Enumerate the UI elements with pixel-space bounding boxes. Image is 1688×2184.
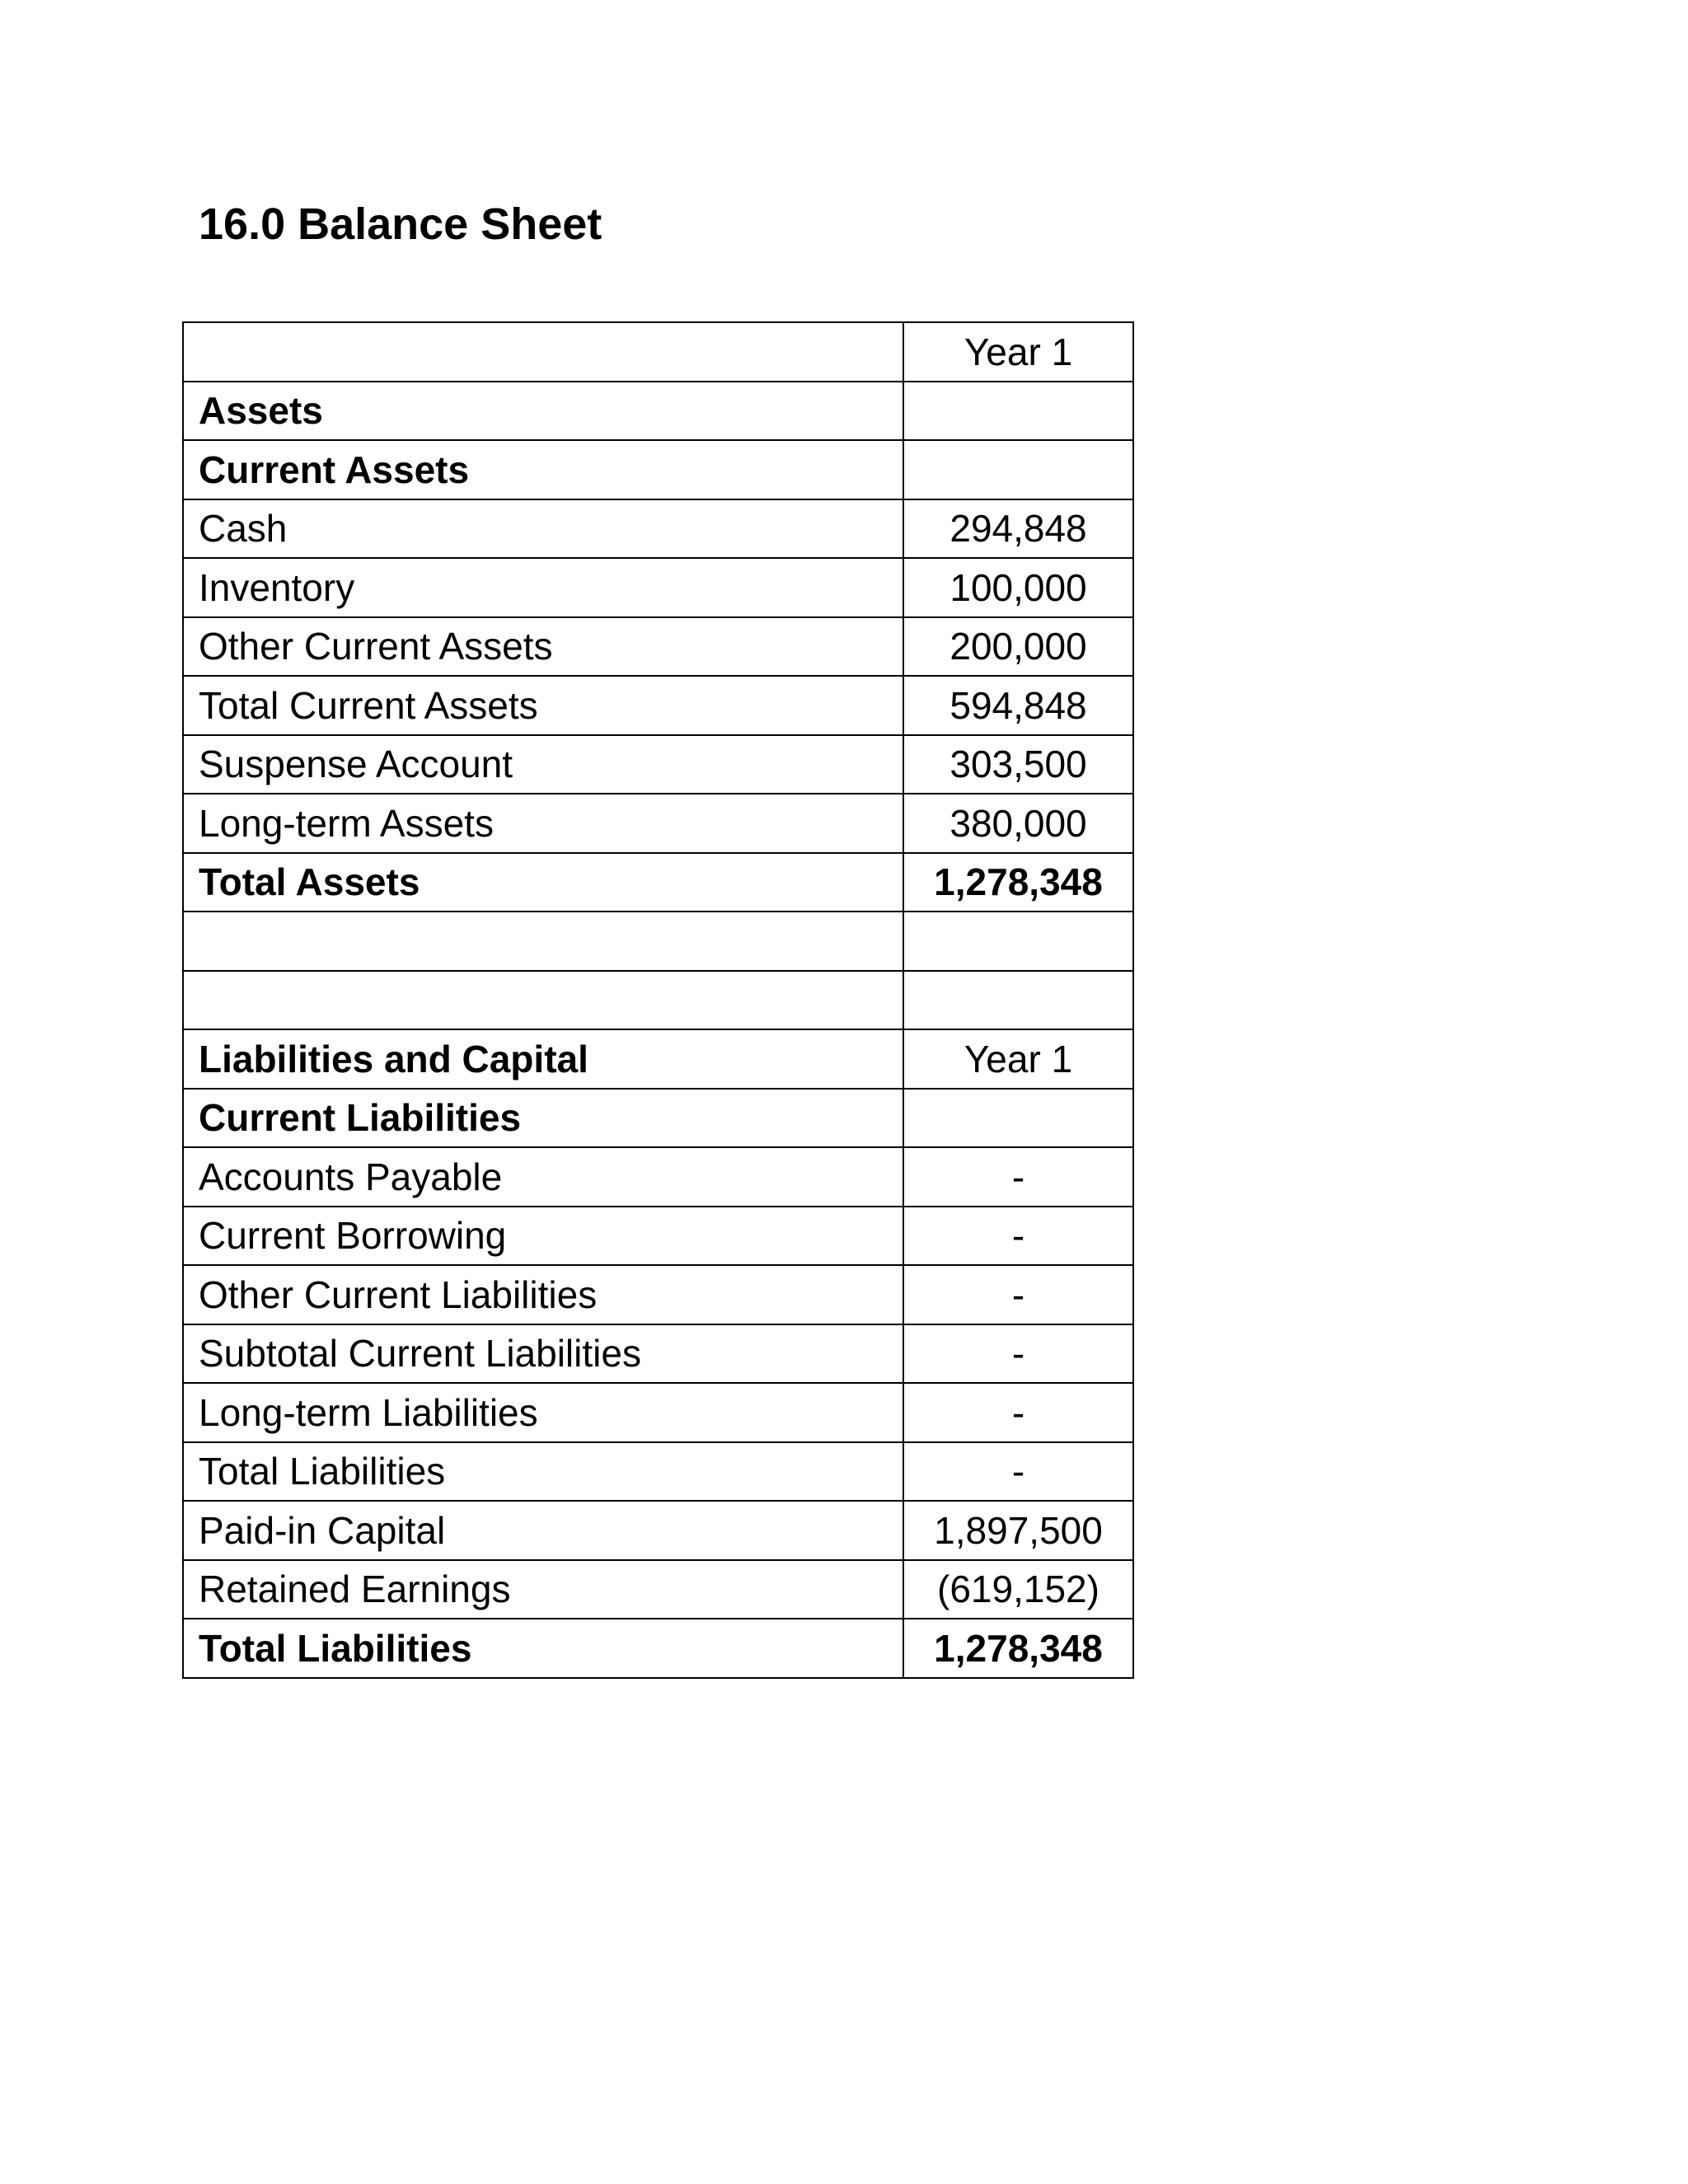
table-row — [183, 971, 1133, 1030]
row-value: - — [903, 1265, 1133, 1324]
row-value: 1,897,500 — [903, 1501, 1133, 1560]
row-value: 380,000 — [903, 794, 1133, 853]
row-label: Other Current Liabilities — [183, 1265, 903, 1324]
row-label — [183, 322, 903, 382]
row-value: Year 1 — [903, 322, 1133, 382]
table-row — [183, 1207, 1133, 1266]
table-row — [183, 1442, 1133, 1502]
row-label: Total Assets — [183, 853, 903, 912]
table-row — [183, 794, 1133, 853]
row-value — [903, 1089, 1133, 1148]
page-title: 16.0 Balance Sheet — [199, 199, 603, 249]
row-label: Total Liabilities — [183, 1442, 903, 1502]
balance-sheet-table — [182, 321, 1134, 1679]
row-label: Inventory — [183, 558, 903, 617]
table-row — [183, 1029, 1133, 1089]
row-value: 100,000 — [903, 558, 1133, 617]
row-value — [903, 382, 1133, 441]
row-value: 1,278,348 — [903, 1619, 1133, 1678]
row-value: Year 1 — [903, 1029, 1133, 1089]
row-value: - — [903, 1324, 1133, 1384]
row-value: - — [903, 1207, 1133, 1266]
table-row — [183, 912, 1133, 971]
row-label: Retained Earnings — [183, 1560, 903, 1619]
row-label: Assets — [183, 382, 903, 441]
table-row — [183, 676, 1133, 735]
row-value: (619,152) — [903, 1560, 1133, 1619]
table-row — [183, 382, 1133, 441]
table-row — [183, 558, 1133, 617]
table-row — [183, 440, 1133, 499]
row-label: Total Current Assets — [183, 676, 903, 735]
row-value: 1,278,348 — [903, 853, 1133, 912]
row-label — [183, 971, 903, 1030]
row-label: Suspense Account — [183, 735, 903, 794]
row-label: Long-term Liabilities — [183, 1383, 903, 1442]
row-label: Other Current Assets — [183, 617, 903, 677]
row-label — [183, 912, 903, 971]
row-label: Subtotal Current Liabilities — [183, 1324, 903, 1384]
row-label: Total Liabilities — [183, 1619, 903, 1678]
row-label: Current Borrowing — [183, 1207, 903, 1266]
table-row — [183, 1265, 1133, 1324]
table-row — [183, 1501, 1133, 1560]
table-row — [183, 499, 1133, 559]
row-value — [903, 440, 1133, 499]
table-row — [183, 735, 1133, 794]
row-label: Cash — [183, 499, 903, 559]
table-row — [183, 853, 1133, 912]
table-row — [183, 617, 1133, 677]
row-label: Liabilities and Capital — [183, 1029, 903, 1089]
row-value — [903, 912, 1133, 971]
row-label: Paid-in Capital — [183, 1501, 903, 1560]
row-value: - — [903, 1383, 1133, 1442]
row-value: - — [903, 1147, 1133, 1207]
row-value: 594,848 — [903, 676, 1133, 735]
row-value: 200,000 — [903, 617, 1133, 677]
row-value: 303,500 — [903, 735, 1133, 794]
table-row — [183, 322, 1133, 382]
row-value — [903, 971, 1133, 1030]
row-label: Current Liabilities — [183, 1089, 903, 1148]
row-value: 294,848 — [903, 499, 1133, 559]
table-row — [183, 1560, 1133, 1619]
table-row — [183, 1619, 1133, 1678]
row-label: Accounts Payable — [183, 1147, 903, 1207]
table-row — [183, 1383, 1133, 1442]
table-row — [183, 1089, 1133, 1148]
row-label: Current Assets — [183, 440, 903, 499]
balance-sheet-body — [183, 322, 1133, 1678]
table-row — [183, 1324, 1133, 1384]
row-label: Long-term Assets — [183, 794, 903, 853]
row-value: - — [903, 1442, 1133, 1502]
table-row — [183, 1147, 1133, 1207]
